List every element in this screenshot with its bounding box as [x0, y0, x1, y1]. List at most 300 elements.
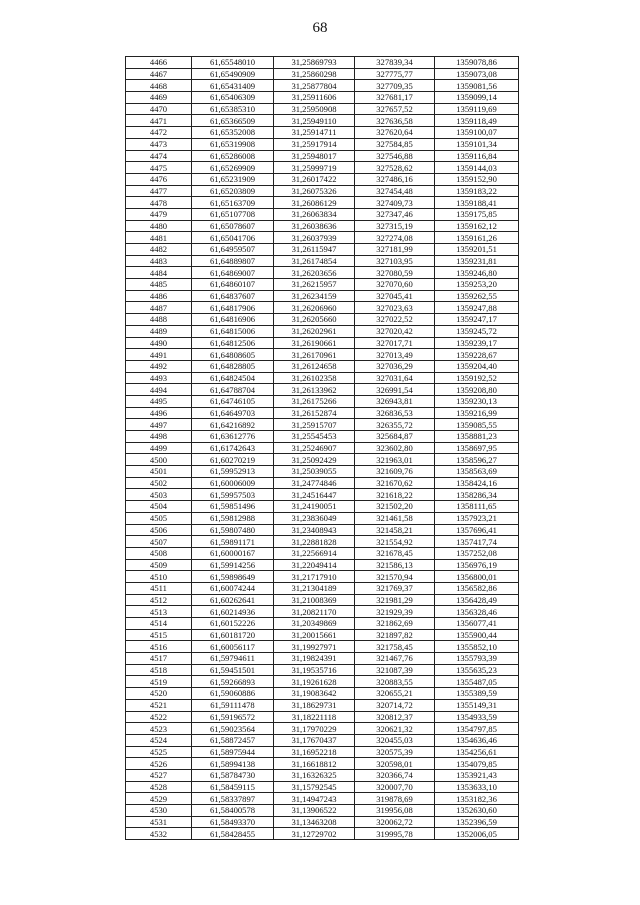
table-row	[126, 337, 519, 349]
table-row	[126, 805, 519, 817]
table-row	[126, 103, 519, 115]
longitude-cell: 31,25915707	[274, 419, 355, 431]
y-coordinate-cell: 1359183,22	[435, 185, 519, 197]
point-number-cell: 4509	[126, 559, 192, 571]
latitude-cell: 61,64837607	[192, 290, 274, 302]
x-coordinate-cell: 321670,62	[355, 477, 435, 489]
point-number-cell: 4524	[126, 734, 192, 746]
point-number-cell: 4531	[126, 816, 192, 828]
longitude-cell: 31,24190051	[274, 501, 355, 513]
y-coordinate-cell: 1359231,81	[435, 255, 519, 267]
longitude-cell: 31,20349869	[274, 618, 355, 630]
latitude-cell: 61,59023564	[192, 723, 274, 735]
x-coordinate-cell: 321586,13	[355, 559, 435, 571]
y-coordinate-cell: 1356582,86	[435, 582, 519, 594]
table-row	[126, 185, 519, 197]
y-coordinate-cell: 1359144,03	[435, 162, 519, 174]
x-coordinate-cell: 319995,78	[355, 828, 435, 840]
table-row	[126, 138, 519, 150]
latitude-cell: 61,65286008	[192, 150, 274, 162]
table-row	[126, 68, 519, 80]
longitude-cell: 31,25246907	[274, 442, 355, 454]
x-coordinate-cell: 321758,45	[355, 641, 435, 653]
point-number-cell: 4532	[126, 828, 192, 840]
y-coordinate-cell: 1359208,80	[435, 384, 519, 396]
x-coordinate-cell: 327315,19	[355, 220, 435, 232]
point-number-cell: 4478	[126, 197, 192, 209]
table-row	[126, 115, 519, 127]
latitude-cell: 61,63612776	[192, 431, 274, 443]
table-row	[126, 618, 519, 630]
x-coordinate-cell: 327017,71	[355, 337, 435, 349]
x-coordinate-cell: 321678,45	[355, 547, 435, 559]
x-coordinate-cell: 327409,73	[355, 197, 435, 209]
point-number-cell: 4506	[126, 524, 192, 536]
y-coordinate-cell: 1359262,55	[435, 290, 519, 302]
latitude-cell: 61,59807480	[192, 524, 274, 536]
longitude-cell: 31,24516447	[274, 489, 355, 501]
table-row	[126, 524, 519, 536]
y-coordinate-cell: 1358881,23	[435, 431, 519, 443]
point-number-cell: 4516	[126, 641, 192, 653]
point-number-cell: 4503	[126, 489, 192, 501]
longitude-cell: 31,12729702	[274, 828, 355, 840]
x-coordinate-cell: 321458,21	[355, 524, 435, 536]
longitude-cell: 31,17670437	[274, 734, 355, 746]
longitude-cell: 31,26102358	[274, 372, 355, 384]
point-number-cell: 4511	[126, 582, 192, 594]
y-coordinate-cell: 1355852,10	[435, 641, 519, 653]
y-coordinate-cell: 1356428,49	[435, 594, 519, 606]
table-row	[126, 641, 519, 653]
longitude-cell: 31,25917914	[274, 138, 355, 150]
point-number-cell: 4467	[126, 68, 192, 80]
point-number-cell: 4482	[126, 244, 192, 256]
latitude-cell: 61,58493370	[192, 816, 274, 828]
table-row	[126, 395, 519, 407]
point-number-cell: 4475	[126, 162, 192, 174]
y-coordinate-cell: 1359078,86	[435, 57, 519, 69]
longitude-cell: 31,25869793	[274, 57, 355, 69]
y-coordinate-cell: 1358111,65	[435, 501, 519, 513]
y-coordinate-cell: 1357417,74	[435, 536, 519, 548]
y-coordinate-cell: 1359247,17	[435, 314, 519, 326]
longitude-cell: 31,26190661	[274, 337, 355, 349]
y-coordinate-cell: 1359247,88	[435, 302, 519, 314]
latitude-cell: 61,58994138	[192, 758, 274, 770]
point-number-cell: 4487	[126, 302, 192, 314]
latitude-cell: 61,65319908	[192, 138, 274, 150]
y-coordinate-cell: 1354636,46	[435, 734, 519, 746]
x-coordinate-cell: 320007,70	[355, 781, 435, 793]
longitude-cell: 31,13906522	[274, 805, 355, 817]
y-coordinate-cell: 1359245,72	[435, 325, 519, 337]
latitude-cell: 61,65366509	[192, 115, 274, 127]
latitude-cell: 61,59891171	[192, 536, 274, 548]
latitude-cell: 61,64815006	[192, 325, 274, 337]
x-coordinate-cell: 321570,94	[355, 571, 435, 583]
table-row	[126, 57, 519, 69]
y-coordinate-cell: 1359152,90	[435, 173, 519, 185]
latitude-cell: 61,58784730	[192, 769, 274, 781]
point-number-cell: 4521	[126, 699, 192, 711]
latitude-cell: 61,60074244	[192, 582, 274, 594]
table-row	[126, 606, 519, 618]
latitude-cell: 61,58400578	[192, 805, 274, 817]
point-number-cell: 4492	[126, 360, 192, 372]
x-coordinate-cell: 319878,69	[355, 793, 435, 805]
x-coordinate-cell: 327080,59	[355, 267, 435, 279]
table-row	[126, 746, 519, 758]
y-coordinate-cell: 1359253,20	[435, 279, 519, 291]
y-coordinate-cell: 1359101,34	[435, 138, 519, 150]
longitude-cell: 31,26037939	[274, 232, 355, 244]
table-row	[126, 723, 519, 735]
point-number-cell: 4514	[126, 618, 192, 630]
point-number-cell: 4515	[126, 629, 192, 641]
longitude-cell: 31,25948017	[274, 150, 355, 162]
x-coordinate-cell: 321502,20	[355, 501, 435, 513]
y-coordinate-cell: 1359230,13	[435, 395, 519, 407]
point-number-cell: 4510	[126, 571, 192, 583]
point-number-cell: 4499	[126, 442, 192, 454]
latitude-cell: 61,59266893	[192, 676, 274, 688]
table-row	[126, 442, 519, 454]
longitude-cell: 31,22881828	[274, 536, 355, 548]
x-coordinate-cell: 327454,48	[355, 185, 435, 197]
x-coordinate-cell: 321087,39	[355, 664, 435, 676]
longitude-cell: 31,26174854	[274, 255, 355, 267]
y-coordinate-cell: 1359099,14	[435, 92, 519, 104]
point-number-cell: 4512	[126, 594, 192, 606]
y-coordinate-cell: 1357252,08	[435, 547, 519, 559]
x-coordinate-cell: 327020,42	[355, 325, 435, 337]
table-row	[126, 816, 519, 828]
point-number-cell: 4472	[126, 127, 192, 139]
table-row	[126, 664, 519, 676]
longitude-cell: 31,26205660	[274, 314, 355, 326]
longitude-cell: 31,17970229	[274, 723, 355, 735]
x-coordinate-cell: 321467,76	[355, 653, 435, 665]
y-coordinate-cell: 1357696,41	[435, 524, 519, 536]
table-row	[126, 711, 519, 723]
table-row	[126, 302, 519, 314]
longitude-cell: 31,19927971	[274, 641, 355, 653]
y-coordinate-cell: 1358286,34	[435, 489, 519, 501]
table-row	[126, 781, 519, 793]
latitude-cell: 61,65406309	[192, 92, 274, 104]
y-coordinate-cell: 1358697,95	[435, 442, 519, 454]
table-row	[126, 127, 519, 139]
page-number: 68	[312, 20, 328, 36]
latitude-cell: 61,64869007	[192, 267, 274, 279]
table-row	[126, 559, 519, 571]
longitude-cell: 31,26203656	[274, 267, 355, 279]
y-coordinate-cell: 1356800,01	[435, 571, 519, 583]
longitude-cell: 31,19261628	[274, 676, 355, 688]
point-number-cell: 4502	[126, 477, 192, 489]
table-row	[126, 489, 519, 501]
latitude-cell: 61,58428455	[192, 828, 274, 840]
longitude-cell: 31,26086129	[274, 197, 355, 209]
x-coordinate-cell: 320575,39	[355, 746, 435, 758]
y-coordinate-cell: 1356976,19	[435, 559, 519, 571]
longitude-cell: 31,23836049	[274, 512, 355, 524]
x-coordinate-cell: 321769,37	[355, 582, 435, 594]
x-coordinate-cell: 326991,54	[355, 384, 435, 396]
x-coordinate-cell: 320062,72	[355, 816, 435, 828]
table-row	[126, 407, 519, 419]
x-coordinate-cell: 327584,85	[355, 138, 435, 150]
y-coordinate-cell: 1355389,59	[435, 688, 519, 700]
longitude-cell: 31,26152874	[274, 407, 355, 419]
point-number-cell: 4469	[126, 92, 192, 104]
x-coordinate-cell: 326943,81	[355, 395, 435, 407]
point-number-cell: 4471	[126, 115, 192, 127]
x-coordinate-cell: 321618,22	[355, 489, 435, 501]
latitude-cell: 61,65107708	[192, 208, 274, 220]
longitude-cell: 31,19083642	[274, 688, 355, 700]
latitude-cell: 61,65431409	[192, 80, 274, 92]
point-number-cell: 4496	[126, 407, 192, 419]
table-row	[126, 466, 519, 478]
longitude-cell: 31,26170961	[274, 349, 355, 361]
point-number-cell: 4530	[126, 805, 192, 817]
latitude-cell: 61,59196572	[192, 711, 274, 723]
point-number-cell: 4494	[126, 384, 192, 396]
point-number-cell: 4529	[126, 793, 192, 805]
latitude-cell: 61,65231909	[192, 173, 274, 185]
x-coordinate-cell: 321461,58	[355, 512, 435, 524]
point-number-cell: 4477	[126, 185, 192, 197]
y-coordinate-cell: 1356077,41	[435, 618, 519, 630]
latitude-cell: 61,58872457	[192, 734, 274, 746]
table-row	[126, 653, 519, 665]
point-number-cell: 4497	[126, 419, 192, 431]
y-coordinate-cell: 1358563,69	[435, 466, 519, 478]
y-coordinate-cell: 1359161,26	[435, 232, 519, 244]
table-row	[126, 150, 519, 162]
longitude-cell: 31,25039055	[274, 466, 355, 478]
x-coordinate-cell: 320655,21	[355, 688, 435, 700]
table-row	[126, 454, 519, 466]
y-coordinate-cell: 1352396,59	[435, 816, 519, 828]
table-row	[126, 431, 519, 443]
y-coordinate-cell: 1355793,39	[435, 653, 519, 665]
y-coordinate-cell: 1358596,27	[435, 454, 519, 466]
point-number-cell: 4484	[126, 267, 192, 279]
point-number-cell: 4485	[126, 279, 192, 291]
x-coordinate-cell: 327347,46	[355, 208, 435, 220]
x-coordinate-cell: 320621,32	[355, 723, 435, 735]
table-row	[126, 793, 519, 805]
y-coordinate-cell: 1358424,16	[435, 477, 519, 489]
latitude-cell: 61,65490909	[192, 68, 274, 80]
y-coordinate-cell: 1359192,52	[435, 372, 519, 384]
x-coordinate-cell: 320883,55	[355, 676, 435, 688]
longitude-cell: 31,26017422	[274, 173, 355, 185]
table-row	[126, 501, 519, 513]
y-coordinate-cell: 1359118,49	[435, 115, 519, 127]
point-number-cell: 4473	[126, 138, 192, 150]
table-row	[126, 512, 519, 524]
latitude-cell: 61,64817906	[192, 302, 274, 314]
x-coordinate-cell: 320366,74	[355, 769, 435, 781]
x-coordinate-cell: 321554,92	[355, 536, 435, 548]
point-number-cell: 4480	[126, 220, 192, 232]
y-coordinate-cell: 1357923,21	[435, 512, 519, 524]
latitude-cell: 61,64824504	[192, 372, 274, 384]
latitude-cell: 61,59111478	[192, 699, 274, 711]
longitude-cell: 31,25949110	[274, 115, 355, 127]
longitude-cell: 31,26175266	[274, 395, 355, 407]
longitude-cell: 31,26234159	[274, 290, 355, 302]
point-number-cell: 4528	[126, 781, 192, 793]
latitude-cell: 61,59812988	[192, 512, 274, 524]
longitude-cell: 31,14947243	[274, 793, 355, 805]
x-coordinate-cell: 319956,08	[355, 805, 435, 817]
x-coordinate-cell: 320812,37	[355, 711, 435, 723]
point-number-cell: 4483	[126, 255, 192, 267]
point-number-cell: 4504	[126, 501, 192, 513]
point-number-cell: 4525	[126, 746, 192, 758]
point-number-cell: 4523	[126, 723, 192, 735]
table-row	[126, 197, 519, 209]
longitude-cell: 31,26206960	[274, 302, 355, 314]
longitude-cell: 31,24774846	[274, 477, 355, 489]
x-coordinate-cell: 327045,41	[355, 290, 435, 302]
point-number-cell: 4481	[126, 232, 192, 244]
longitude-cell: 31,13463208	[274, 816, 355, 828]
latitude-cell: 61,65385310	[192, 103, 274, 115]
x-coordinate-cell: 327031,64	[355, 372, 435, 384]
point-number-cell: 4526	[126, 758, 192, 770]
table-row	[126, 699, 519, 711]
latitude-cell: 61,64649703	[192, 407, 274, 419]
latitude-cell: 61,65203809	[192, 185, 274, 197]
point-number-cell: 4493	[126, 372, 192, 384]
x-coordinate-cell: 320714,72	[355, 699, 435, 711]
point-number-cell: 4507	[126, 536, 192, 548]
table-row	[126, 594, 519, 606]
x-coordinate-cell: 321929,39	[355, 606, 435, 618]
x-coordinate-cell: 327709,35	[355, 80, 435, 92]
y-coordinate-cell: 1359201,51	[435, 244, 519, 256]
longitude-cell: 31,20821170	[274, 606, 355, 618]
table-row	[126, 290, 519, 302]
point-number-cell: 4520	[126, 688, 192, 700]
longitude-cell: 31,19535716	[274, 664, 355, 676]
longitude-cell: 31,15792545	[274, 781, 355, 793]
y-coordinate-cell: 1353182,36	[435, 793, 519, 805]
y-coordinate-cell: 1359204,40	[435, 360, 519, 372]
latitude-cell: 61,64746105	[192, 395, 274, 407]
point-number-cell: 4498	[126, 431, 192, 443]
x-coordinate-cell: 327657,52	[355, 103, 435, 115]
point-number-cell: 4527	[126, 769, 192, 781]
y-coordinate-cell: 1359228,67	[435, 349, 519, 361]
longitude-cell: 31,26133962	[274, 384, 355, 396]
x-coordinate-cell: 326836,53	[355, 407, 435, 419]
y-coordinate-cell: 1353921,43	[435, 769, 519, 781]
table-row	[126, 162, 519, 174]
table-row	[126, 828, 519, 840]
point-number-cell: 4505	[126, 512, 192, 524]
latitude-cell: 61,59914256	[192, 559, 274, 571]
table-row	[126, 232, 519, 244]
x-coordinate-cell: 327023,63	[355, 302, 435, 314]
latitude-cell: 61,59451501	[192, 664, 274, 676]
x-coordinate-cell: 327546,88	[355, 150, 435, 162]
longitude-cell: 31,26124658	[274, 360, 355, 372]
y-coordinate-cell: 1359119,69	[435, 103, 519, 115]
latitude-cell: 61,60152226	[192, 618, 274, 630]
table-row	[126, 314, 519, 326]
point-number-cell: 4474	[126, 150, 192, 162]
latitude-cell: 61,65163709	[192, 197, 274, 209]
x-coordinate-cell: 321862,69	[355, 618, 435, 630]
x-coordinate-cell: 327839,34	[355, 57, 435, 69]
longitude-cell: 31,25860298	[274, 68, 355, 80]
table-row	[126, 255, 519, 267]
x-coordinate-cell: 327486,16	[355, 173, 435, 185]
table-row	[126, 349, 519, 361]
latitude-cell: 61,59952913	[192, 466, 274, 478]
x-coordinate-cell: 327528,62	[355, 162, 435, 174]
x-coordinate-cell: 321897,82	[355, 629, 435, 641]
y-coordinate-cell: 1354797,85	[435, 723, 519, 735]
point-number-cell: 4486	[126, 290, 192, 302]
table-row	[126, 279, 519, 291]
x-coordinate-cell: 327013,49	[355, 349, 435, 361]
point-number-cell: 4495	[126, 395, 192, 407]
longitude-cell: 31,26075326	[274, 185, 355, 197]
table-row	[126, 173, 519, 185]
y-coordinate-cell: 1356328,46	[435, 606, 519, 618]
longitude-cell: 31,25999719	[274, 162, 355, 174]
table-row	[126, 676, 519, 688]
table-row	[126, 360, 519, 372]
point-number-cell: 4508	[126, 547, 192, 559]
longitude-cell: 31,16326325	[274, 769, 355, 781]
point-number-cell: 4476	[126, 173, 192, 185]
table-row	[126, 571, 519, 583]
latitude-cell: 61,60262641	[192, 594, 274, 606]
point-number-cell: 4490	[126, 337, 192, 349]
y-coordinate-cell: 1359216,99	[435, 407, 519, 419]
longitude-cell: 31,25545453	[274, 431, 355, 443]
table-row	[126, 477, 519, 489]
y-coordinate-cell: 1352630,60	[435, 805, 519, 817]
longitude-cell: 31,18629731	[274, 699, 355, 711]
latitude-cell: 61,58459115	[192, 781, 274, 793]
longitude-cell: 31,22566914	[274, 547, 355, 559]
longitude-cell: 31,16618812	[274, 758, 355, 770]
latitude-cell: 61,60056117	[192, 641, 274, 653]
latitude-cell: 61,59060886	[192, 688, 274, 700]
latitude-cell: 61,59898649	[192, 571, 274, 583]
point-number-cell: 4517	[126, 653, 192, 665]
coordinates-table-body	[126, 57, 519, 840]
latitude-cell: 61,65269909	[192, 162, 274, 174]
point-number-cell: 4470	[126, 103, 192, 115]
x-coordinate-cell: 323602,80	[355, 442, 435, 454]
latitude-cell: 61,64816906	[192, 314, 274, 326]
x-coordinate-cell: 327636,58	[355, 115, 435, 127]
table-row	[126, 629, 519, 641]
table-row	[126, 220, 519, 232]
table-row	[126, 325, 519, 337]
